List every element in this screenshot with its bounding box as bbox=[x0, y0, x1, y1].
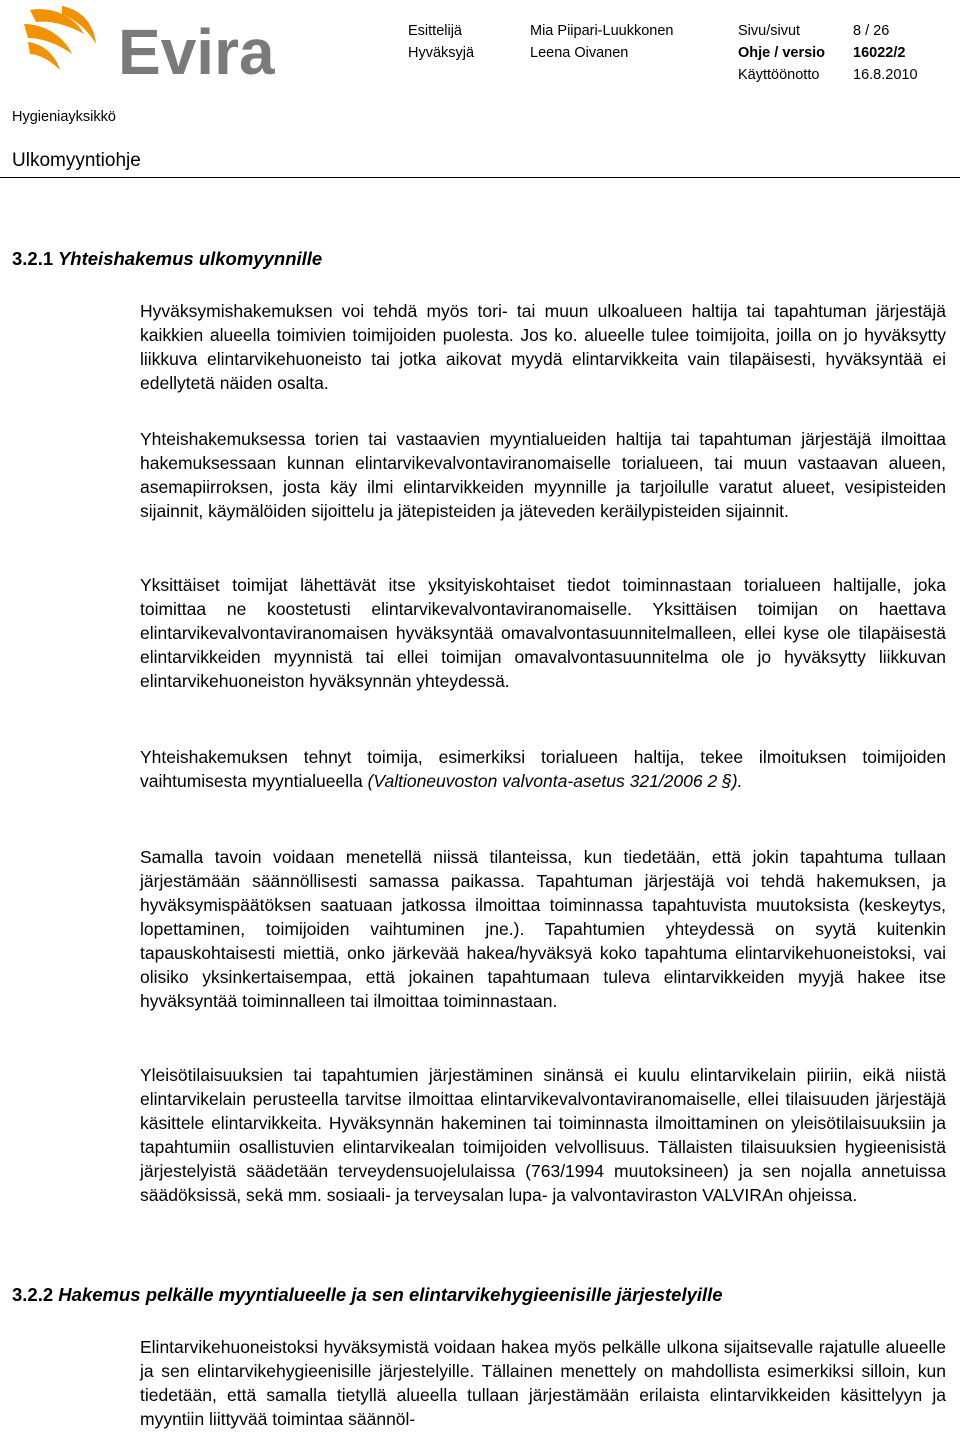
header-divider bbox=[0, 177, 960, 178]
document-title: Ulkomyyntiohje bbox=[12, 150, 141, 171]
adoption-label: Käyttöönotto bbox=[738, 67, 820, 83]
paragraph: Hyväksymishakemuksen voi tehdä myös tori- tai muun ulkoalueen haltija tai tapahtuman järjestäjä kaikkien alueella toimivien toimijoiden puolesta. Jos ko. alueelle tulee toimijoita, joilla on jo hyväksytty liikkuva elintarvikehuoneisto tai jotka aikovat myydä elintarvikkeita vain tilapäisesti, hyväksyntää ei edellytetä näiden osalta. bbox=[140, 301, 946, 393]
section-title: Hakemus pelkälle myyntialueelle ja sen elintarvikehygieenisille järjestelyille bbox=[58, 1284, 723, 1305]
section-number: 3.2.1 bbox=[12, 248, 54, 269]
paragraph: Yhteishakemuksessa torien tai vastaavien myyntialueiden haltija tai tapahtuman järjestäjä ilmoittaa hakemuksessaan kunnan elintarvikevalvontaviranomaiselle torialueen, tai muun vastaavan alueen, asemapiirroksen, josta käy ilmi elintarvikkeiden myynnille ja tarjoilulle varatut alueet, vesipisteiden sijainnit, käymälöiden sijoittelu ja jätepisteiden ja jäteveden keräilypisteiden sijainnit. bbox=[140, 429, 946, 521]
evira-leaf-logo-icon bbox=[22, 4, 282, 80]
page-value: 8 / 26 bbox=[853, 23, 890, 39]
section-heading bbox=[12, 1284, 723, 1306]
guide-label: Ohje / versio bbox=[738, 45, 826, 61]
presenter-label: Esittelijä bbox=[408, 23, 462, 39]
adoption-value: 16.8.2010 bbox=[853, 67, 918, 83]
logo-text: Evira bbox=[118, 16, 275, 80]
section-number: 3.2.2 bbox=[12, 1284, 54, 1305]
paragraph: Samalla tavoin voidaan menetellä niissä tilanteissa, kun tiedetään, että jokin tapahtuma tullaan järjestämään säännöllisesti samassa paikassa. Tapahtuman järjestäjä voi tehdä hakemuksen, ja hyväksymispäätöksen saatuaan jatkossa ilmoittaa toiminnassa tapahtuvista muutoksista (keskeytys, lopettaminen, toimijoiden vaihtuminen jne.). Tapahtumien yhteydessä on syytä kuitenkin tapauskohtaisesti miettiä, onko järkevää hakea/hyväksyä koko tapahtuma elintarvikehuoneistoksi, vai olisiko yksinkertaisempaa, että jokainen tapahtumaan tuleva elintarvikkeiden myyjä hakee itse hyväksyntää toiminnalleen tai ilmoittaa toiminnastaan. bbox=[140, 847, 946, 1011]
approver-label: Hyväksyjä bbox=[408, 45, 475, 61]
unit-name: Hygieniayksikkö bbox=[12, 109, 116, 125]
paragraph-text: Yhteishakemuksen tehnyt toimija, esimerkiksi torialueen haltija, tekee ilmoituksen toimijoiden vaihtumisesta myyntialueella bbox=[140, 747, 946, 791]
evira-logo bbox=[22, 4, 282, 80]
approver-name: Leena Oivanen bbox=[530, 45, 629, 61]
paragraph: Yleisötilaisuuksien tai tapahtumien järjestäminen sinänsä ei kuulu elintarvikelain piiriin, eikä niistä elintarvikelain perusteella tarvitse ilmoittaa elintarvikevalvontaviranomaiselle, ellei tilaisuuden järjestäjä käsittele elintarvikkeita. Hyväksynnän hakeminen tai toiminnasta ilmoittaminen on yleisötilaisuuksiin ja tapahtumiin osallistuvien elintarvikealan toimijoiden velvollisuus. Tällaisten tilaisuuksien hygieenisistä järjestelyistä säädetään terveydensuojelulaissa (763/1994 muutoksineen) ja sen nojalla annetuissa säädöksissä, sekä mm. sosiaali- ja terveysalan lupa- ja valvontaviraston VALVIRAn ohjeissa. bbox=[140, 1065, 946, 1205]
presenter-name: Mia Piipari-Luukkonen bbox=[530, 23, 674, 39]
guide-value: 16022/2 bbox=[853, 45, 906, 61]
section-heading bbox=[12, 248, 322, 270]
page-label: Sivu/sivut bbox=[738, 23, 801, 39]
paragraph: Elintarvikehuoneistoksi hyväksymistä voidaan hakea myös pelkälle ulkona sijaitsevalle rajatulle alueelle ja sen elintarvikehygieenisille järjestelyille. Tällainen menettely on mahdollista esimerkiksi silloin, kun tiedetään, että samalla tietyllä alueella tullaan järjestämään erilaista elintarvikkeiden käsittelyyn ja myyntiin liittyvää toimintaa säännöl- bbox=[140, 1337, 946, 1429]
legal-reference: (Valtioneuvoston valvonta-asetus 321/2006 2 §). bbox=[367, 771, 743, 791]
paragraph bbox=[140, 745, 946, 793]
section-title: Yhteishakemus ulkomyynnille bbox=[57, 248, 323, 269]
paragraph: Yksittäiset toimijat lähettävät itse yksityiskohtaiset tiedot toiminnastaan torialueen haltijalle, joka toimittaa ne koostetusti elintarvikevalvontaviranomaiselle. Yksittäisen toimijan on haettava elintarvikevalvontaviranomaisen hyväksyntää omavalvontasuunnitelmalleen, ellei kyse ole tilapäisestä elintarvikkeiden myynnistä tai ellei toimijan omavalvontasuunnitelma ole jo hyväksytty liikkuvan elintarvikehuoneiston hyväksynnän yhteydessä. bbox=[140, 575, 946, 691]
